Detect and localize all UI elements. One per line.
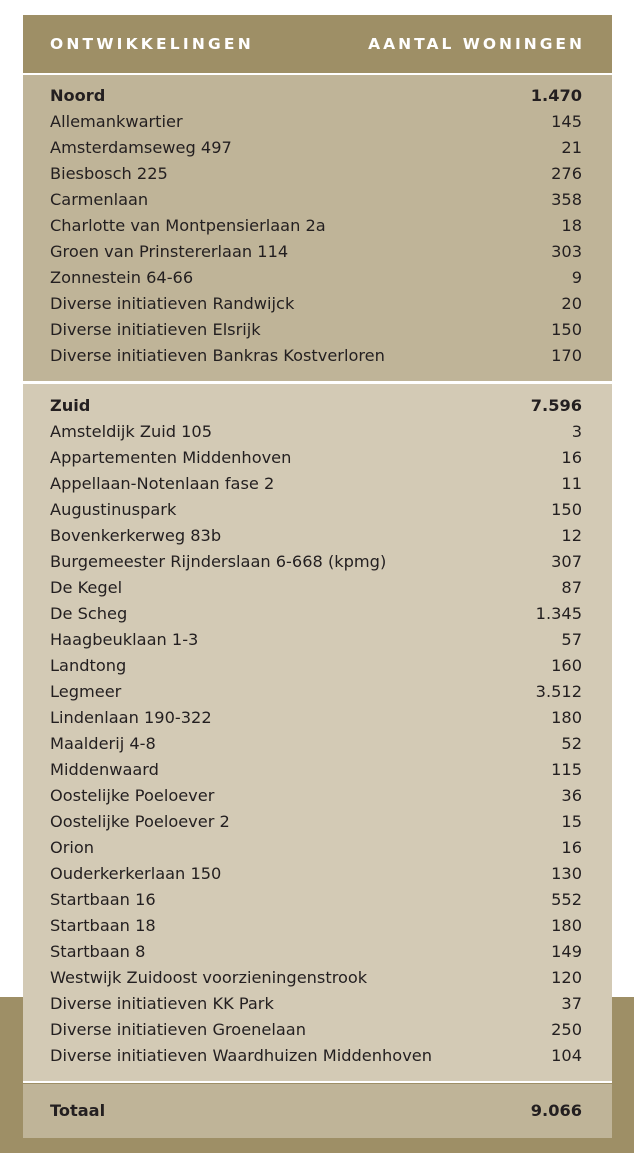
section-title-row bbox=[50, 83, 582, 109]
row-name: De Scheg bbox=[50, 604, 128, 623]
table-row bbox=[50, 601, 582, 627]
table-row bbox=[50, 731, 582, 757]
row-value: 12 bbox=[561, 526, 582, 545]
row-value: 36 bbox=[561, 786, 582, 805]
table-row bbox=[50, 1017, 582, 1043]
row-name: Ouderkerkerlaan 150 bbox=[50, 864, 222, 883]
table-row bbox=[50, 471, 582, 497]
row-name: Appartementen Middenhoven bbox=[50, 448, 292, 467]
row-name: Bovenkerkerweg 83b bbox=[50, 526, 222, 545]
row-name: Startbaan 8 bbox=[50, 942, 146, 961]
row-value: 1.345 bbox=[535, 604, 582, 623]
table-row bbox=[50, 991, 582, 1017]
table-row bbox=[50, 653, 582, 679]
table-row bbox=[50, 809, 582, 835]
housing-table bbox=[23, 15, 612, 1138]
row-name: Diverse initiatieven KK Park bbox=[50, 994, 274, 1013]
row-name: Biesbosch 225 bbox=[50, 164, 168, 183]
table-row bbox=[50, 317, 582, 343]
header-developments: ONTWIKKELINGEN bbox=[50, 35, 254, 53]
table-row bbox=[50, 939, 582, 965]
row-name: Oostelijke Poeloever bbox=[50, 786, 215, 805]
row-name: Landtong bbox=[50, 656, 127, 675]
table-row bbox=[50, 497, 582, 523]
table-row bbox=[50, 1043, 582, 1069]
row-name: Middenwaard bbox=[50, 760, 159, 779]
row-name: Diverse initiatieven Randwijck bbox=[50, 294, 295, 313]
section-zuid bbox=[23, 384, 612, 1081]
row-value: 52 bbox=[561, 734, 582, 753]
row-value: 303 bbox=[551, 242, 582, 261]
row-value: 150 bbox=[551, 500, 582, 519]
row-value: 11 bbox=[561, 474, 582, 493]
row-value: 149 bbox=[551, 942, 582, 961]
table-row bbox=[50, 343, 582, 369]
section-title: Zuid bbox=[50, 396, 91, 415]
table-row bbox=[50, 213, 582, 239]
section-totaal bbox=[23, 1084, 612, 1138]
divider bbox=[23, 1081, 612, 1083]
row-value: 358 bbox=[551, 190, 582, 209]
table-row bbox=[50, 187, 582, 213]
row-value: 16 bbox=[561, 838, 582, 857]
row-value: 130 bbox=[551, 864, 582, 883]
row-value: 20 bbox=[561, 294, 582, 313]
row-value: 276 bbox=[551, 164, 582, 183]
table-row bbox=[50, 575, 582, 601]
row-name: Startbaan 18 bbox=[50, 916, 156, 935]
row-name: Diverse initiatieven Waardhuizen Middenhoven bbox=[50, 1046, 432, 1065]
row-name: Diverse initiatieven Bankras Kostverloren bbox=[50, 346, 385, 365]
row-value: 160 bbox=[551, 656, 582, 675]
section-noord bbox=[23, 75, 612, 381]
row-value: 18 bbox=[561, 216, 582, 235]
table-row bbox=[50, 291, 582, 317]
row-name: Orion bbox=[50, 838, 95, 857]
table-row bbox=[50, 419, 582, 445]
row-value: 145 bbox=[551, 112, 582, 131]
table-row bbox=[50, 913, 582, 939]
row-name: Startbaan 16 bbox=[50, 890, 156, 909]
row-value: 37 bbox=[561, 994, 582, 1013]
table-row bbox=[50, 757, 582, 783]
row-name: Diverse initiatieven Elsrijk bbox=[50, 320, 261, 339]
table-header bbox=[23, 15, 612, 73]
row-value: 9 bbox=[571, 268, 582, 287]
row-name: De Kegel bbox=[50, 578, 123, 597]
row-value: 15 bbox=[561, 812, 582, 831]
row-name: Augustinuspark bbox=[50, 500, 177, 519]
table-row bbox=[50, 549, 582, 575]
row-value: 120 bbox=[551, 968, 582, 987]
row-value: 87 bbox=[561, 578, 582, 597]
row-value: 115 bbox=[551, 760, 582, 779]
table-row bbox=[50, 705, 582, 731]
table-row bbox=[50, 445, 582, 471]
table-row bbox=[50, 161, 582, 187]
row-name: Groen van Prinstererlaan 114 bbox=[50, 242, 289, 261]
row-name: Burgemeester Rijnderslaan 6-668 (kpmg) bbox=[50, 552, 387, 571]
row-name: Carmenlaan bbox=[50, 190, 149, 209]
row-value: 150 bbox=[551, 320, 582, 339]
row-name: Oostelijke Poeloever 2 bbox=[50, 812, 230, 831]
table-row bbox=[50, 523, 582, 549]
row-name: Haagbeuklaan 1-3 bbox=[50, 630, 199, 649]
table-row bbox=[50, 887, 582, 913]
row-name: Allemankwartier bbox=[50, 112, 183, 131]
section-total: 1.470 bbox=[530, 86, 582, 105]
table-row bbox=[50, 135, 582, 161]
total-row bbox=[50, 1098, 582, 1124]
divider bbox=[23, 381, 612, 383]
row-name: Maalderij 4-8 bbox=[50, 734, 156, 753]
total-label: Totaal bbox=[50, 1101, 106, 1120]
row-name: Amsteldijk Zuid 105 bbox=[50, 422, 213, 441]
row-value: 21 bbox=[561, 138, 582, 157]
row-value: 180 bbox=[551, 916, 582, 935]
row-name: Appellaan-Notenlaan fase 2 bbox=[50, 474, 275, 493]
section-title-row bbox=[50, 393, 582, 419]
total-value: 9.066 bbox=[530, 1101, 582, 1120]
table-row bbox=[50, 109, 582, 135]
table-row bbox=[50, 239, 582, 265]
row-value: 180 bbox=[551, 708, 582, 727]
table-row bbox=[50, 861, 582, 887]
row-value: 170 bbox=[551, 346, 582, 365]
row-name: Zonnestein 64-66 bbox=[50, 268, 194, 287]
row-name: Legmeer bbox=[50, 682, 122, 701]
row-value: 3.512 bbox=[535, 682, 582, 701]
row-name: Diverse initiatieven Groenelaan bbox=[50, 1020, 306, 1039]
table-row bbox=[50, 265, 582, 291]
row-value: 16 bbox=[561, 448, 582, 467]
table-row bbox=[50, 627, 582, 653]
row-name: Amsterdamseweg 497 bbox=[50, 138, 232, 157]
table-row bbox=[50, 783, 582, 809]
section-total: 7.596 bbox=[530, 396, 582, 415]
section-title: Noord bbox=[50, 86, 106, 105]
table-row bbox=[50, 679, 582, 705]
table-row bbox=[50, 965, 582, 991]
row-name: Charlotte van Montpensierlaan 2a bbox=[50, 216, 326, 235]
row-value: 552 bbox=[551, 890, 582, 909]
row-value: 57 bbox=[561, 630, 582, 649]
row-value: 250 bbox=[551, 1020, 582, 1039]
row-name: Lindenlaan 190-322 bbox=[50, 708, 212, 727]
row-value: 3 bbox=[571, 422, 582, 441]
row-name: Westwijk Zuidoost voorzieningenstrook bbox=[50, 968, 368, 987]
row-value: 104 bbox=[551, 1046, 582, 1065]
table-row bbox=[50, 835, 582, 861]
row-value: 307 bbox=[551, 552, 582, 571]
header-housing-count: AANTAL WONINGEN bbox=[368, 35, 585, 53]
